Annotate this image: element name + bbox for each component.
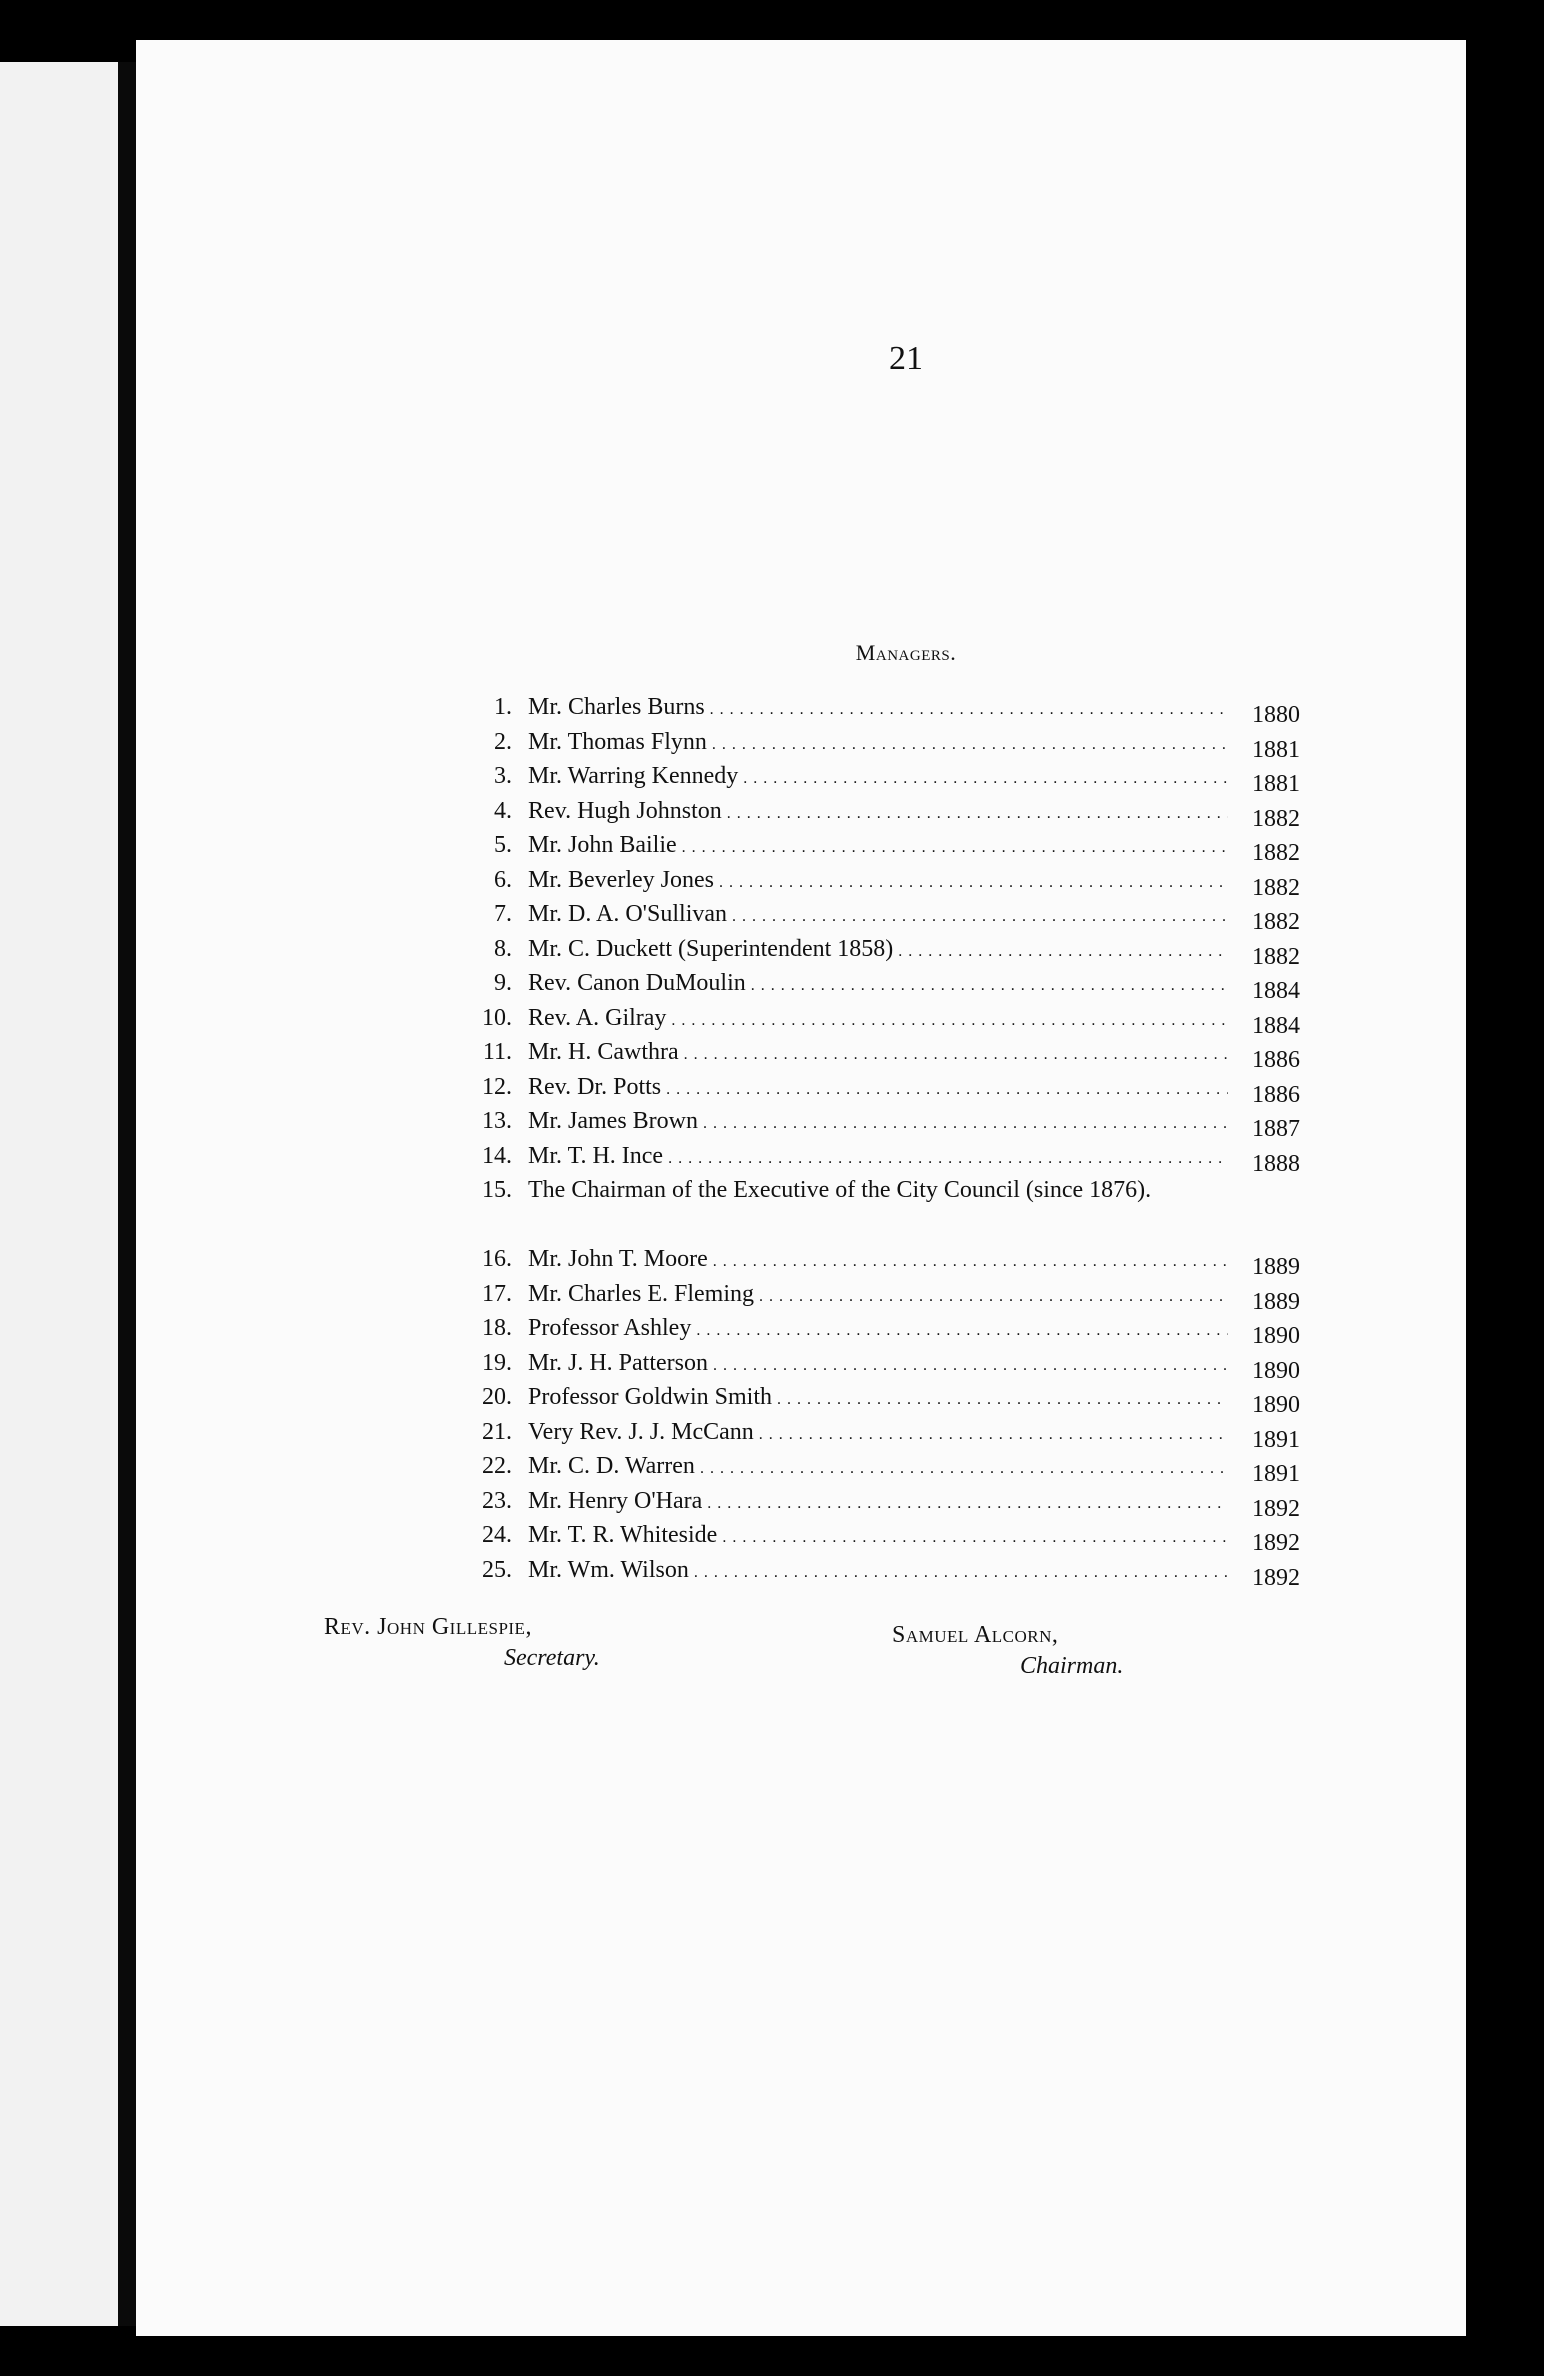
list-item xyxy=(466,690,1336,728)
facing-page-edge xyxy=(0,62,118,2326)
page-number: 21 xyxy=(889,340,923,377)
entry-name: Professor Goldwin Smith . . . xyxy=(528,1380,1228,1417)
list-item xyxy=(466,1277,1336,1315)
list-item xyxy=(466,1035,1336,1073)
entry-number: 17. xyxy=(482,1280,512,1307)
list-item xyxy=(466,725,1336,763)
entry-year: 1890 xyxy=(1252,1323,1300,1349)
book-spine xyxy=(118,62,136,2326)
list-item xyxy=(466,1380,1336,1418)
entry-year: 1891 xyxy=(1252,1461,1300,1487)
entry-name: Rev. Hugh Johnston . . . xyxy=(528,794,1228,831)
entry-number: 5. xyxy=(494,832,512,858)
secretary-signature xyxy=(324,1614,600,1672)
entry-number: 22. xyxy=(482,1453,512,1479)
entry-year: 1886 xyxy=(1252,1047,1300,1073)
entry-number: 9. xyxy=(494,970,512,996)
entry-year: 1888 xyxy=(1252,1150,1300,1177)
entry-year: 1882 xyxy=(1252,840,1300,866)
entry-number: 10. xyxy=(482,1004,512,1031)
list-item xyxy=(466,1139,1336,1177)
list-item xyxy=(466,1070,1336,1108)
entry-name: Mr. Thomas Flynn . . . xyxy=(528,725,1228,762)
entry-name: Mr. C. Duckett (Superintendent 1858) . . . xyxy=(528,932,1228,969)
entry-year: 1892 xyxy=(1252,1530,1300,1556)
entry-number: 16. xyxy=(482,1246,512,1272)
secretary-title: Secretary. xyxy=(504,1645,600,1671)
entry-year: 1882 xyxy=(1252,909,1300,935)
list-item xyxy=(466,1484,1336,1522)
list-item xyxy=(466,1518,1336,1556)
entry-year: 1890 xyxy=(1252,1392,1300,1418)
entry-number: 4. xyxy=(494,797,512,824)
entry-name: Mr. T. R. Whiteside . . . xyxy=(528,1518,1228,1555)
list-item xyxy=(466,863,1336,901)
entry-year: 1892 xyxy=(1252,1564,1300,1591)
entry-name: Rev. Dr. Potts . . . xyxy=(528,1070,1228,1107)
entry-name: Mr. John T. Moore . . . xyxy=(528,1242,1228,1279)
entry-number: 6. xyxy=(494,866,512,893)
entry-name: The Chairman of the Executive of the City Council (since 1876). xyxy=(528,1177,1152,1203)
entry-year: 1889 xyxy=(1252,1254,1300,1280)
entry-number: 12. xyxy=(482,1073,512,1100)
entry-year: 1886 xyxy=(1252,1081,1300,1108)
list-item xyxy=(466,1173,1336,1242)
list-item xyxy=(466,897,1336,935)
entry-name: Rev. Canon DuMoulin . . . xyxy=(528,966,1228,1003)
entry-number: 3. xyxy=(494,763,512,789)
entry-year: 1892 xyxy=(1252,1495,1300,1522)
entry-name: Mr. Charles E. Fleming . . . xyxy=(528,1277,1228,1314)
entry-name: Mr. Beverley Jones . . . xyxy=(528,863,1228,900)
list-item xyxy=(466,1001,1336,1039)
entry-name: Mr. Wm. Wilson . . . xyxy=(528,1553,1228,1590)
entry-number: 1. xyxy=(494,694,512,720)
entry-name: Mr. T. H. Ince . . . xyxy=(528,1139,1228,1176)
managers-list xyxy=(466,690,1336,1591)
entry-year: 1890 xyxy=(1252,1357,1300,1384)
entry-name: Mr. Charles Burns . . . xyxy=(528,690,1228,727)
secretary-name: Rev. John Gillespie, xyxy=(324,1614,532,1640)
entry-number: 11. xyxy=(482,1039,512,1065)
entry-number: 21. xyxy=(482,1418,512,1445)
entry-year: 1881 xyxy=(1252,736,1300,763)
section-heading: Managers. xyxy=(855,640,957,665)
entry-name: Very Rev. J. J. McCann . . . xyxy=(528,1415,1228,1452)
entry-number: 8. xyxy=(494,935,512,962)
entry-name: Mr. Henry O'Hara . . . xyxy=(528,1484,1228,1521)
chairman-title: Chairman. xyxy=(1020,1653,1124,1679)
entry-year: 1884 xyxy=(1252,978,1300,1004)
entry-year: 1891 xyxy=(1252,1426,1300,1453)
list-item xyxy=(466,1415,1336,1453)
list-item xyxy=(466,1311,1336,1349)
entry-name: Mr. C. D. Warren . . . xyxy=(528,1449,1228,1486)
entry-name: Mr. Warring Kennedy . . . xyxy=(528,759,1228,796)
entry-name: Mr. John Bailie . . . xyxy=(528,828,1228,865)
entry-year: 1882 xyxy=(1252,943,1300,970)
entry-name: Mr. J. H. Patterson . . . xyxy=(528,1346,1228,1383)
chairman-signature xyxy=(892,1622,1123,1680)
chairman-name: Samuel Alcorn, xyxy=(892,1622,1059,1648)
entry-name: Mr. D. A. O'Sullivan . . . xyxy=(528,897,1228,934)
list-item xyxy=(466,759,1336,797)
list-item xyxy=(466,1553,1336,1591)
entry-number: 7. xyxy=(494,901,512,927)
entry-name: Mr. James Brown . . . xyxy=(528,1104,1228,1141)
entry-name: Professor Ashley . . . xyxy=(528,1311,1228,1348)
entry-year: 1881 xyxy=(1252,771,1300,797)
list-item xyxy=(466,794,1336,832)
list-item xyxy=(466,966,1336,1004)
entry-year: 1880 xyxy=(1252,702,1300,728)
entry-number: 20. xyxy=(482,1384,512,1410)
entry-year: 1889 xyxy=(1252,1288,1300,1315)
entry-year: 1882 xyxy=(1252,874,1300,901)
entry-number: 23. xyxy=(482,1487,512,1514)
entry-number: 13. xyxy=(482,1108,512,1134)
entry-number: 15. xyxy=(482,1177,512,1203)
entry-year: 1884 xyxy=(1252,1012,1300,1039)
entry-number: 18. xyxy=(482,1315,512,1341)
entry-number: 25. xyxy=(482,1556,512,1583)
entry-number: 2. xyxy=(494,728,512,755)
document-page xyxy=(136,40,1466,2336)
entry-number: 14. xyxy=(482,1142,512,1169)
list-item xyxy=(466,1346,1336,1384)
entry-name: Rev. A. Gilray . . . xyxy=(528,1001,1228,1038)
entry-number: 24. xyxy=(482,1522,512,1548)
list-item xyxy=(466,932,1336,970)
entry-year: 1887 xyxy=(1252,1116,1300,1142)
entry-year: 1882 xyxy=(1252,805,1300,832)
list-item xyxy=(466,1104,1336,1142)
list-item xyxy=(466,828,1336,866)
entry-name: Mr. H. Cawthra . . . xyxy=(528,1035,1228,1072)
list-item xyxy=(466,1449,1336,1487)
list-item xyxy=(466,1242,1336,1280)
entry-number: 19. xyxy=(482,1349,512,1376)
